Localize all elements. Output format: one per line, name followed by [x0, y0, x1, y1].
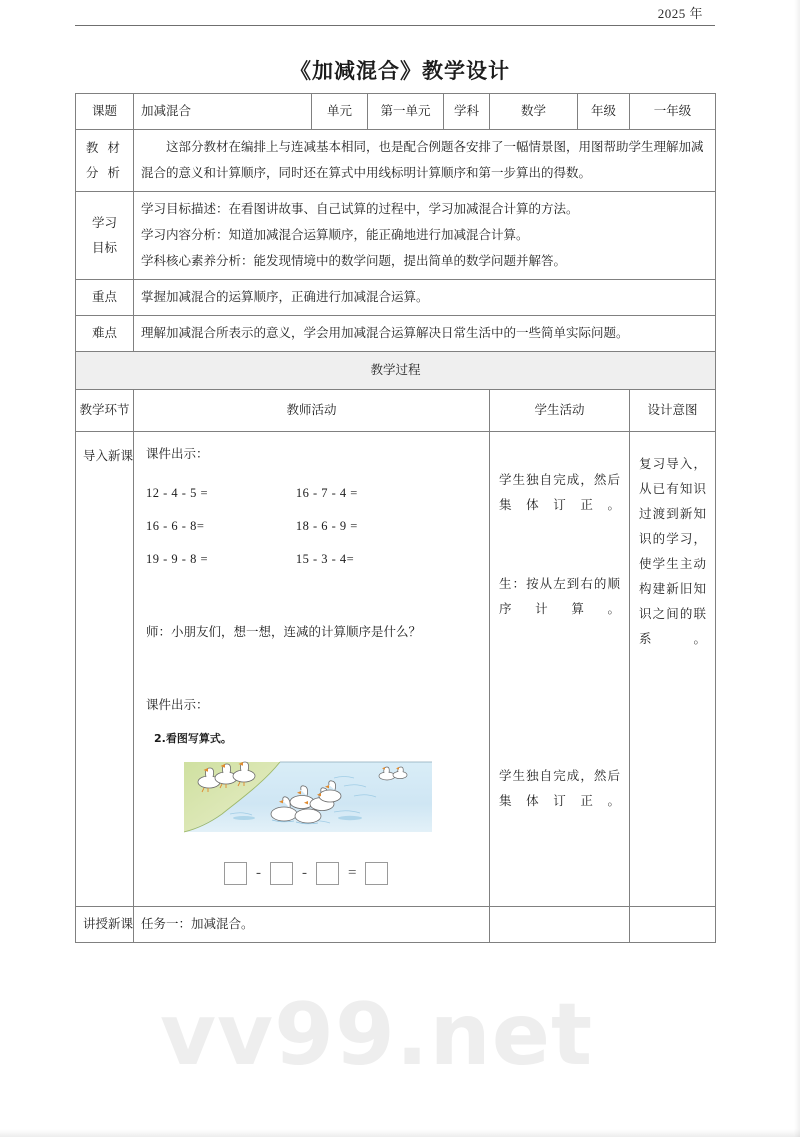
answer-box[interactable] [316, 862, 339, 885]
sub-prompt-text: 2.看图写算式。 [154, 732, 232, 746]
subject-value: 数学 [490, 94, 578, 130]
material-analysis-text-cell [134, 130, 716, 192]
unit-label: 单元 [312, 94, 368, 130]
cue-text-1: 课件出示： [146, 447, 209, 462]
learning-goals-label-line1: 学习 [91, 215, 117, 230]
subject-label: 学科 [444, 94, 490, 130]
cue-text-2: 课件出示： [146, 698, 209, 713]
col-header-student: 学生活动 [490, 390, 630, 432]
answer-box[interactable] [224, 862, 247, 885]
page-edge-shadow-bottom [0, 1129, 800, 1137]
table-row-difficult-point [76, 316, 716, 352]
expression-left: 16 - 6 - 8= [146, 519, 205, 534]
difficult-point-text: 理解加减混合所表示的意义，学会用加减混合运算解决日常生活中的一些简单实际问题。 [134, 316, 716, 352]
table-row-process-headers [76, 390, 716, 432]
table-row-process-title [76, 352, 716, 390]
student-activity-text: 学生独自完成，然后集体订正。 [499, 769, 620, 809]
geese-scene-illustration [184, 756, 432, 836]
header-rule [75, 25, 715, 26]
key-point-text: 掌握加减混合的运算顺序，正确进行加减混合运算。 [134, 280, 716, 316]
material-analysis-label-line1: 教 材 [85, 140, 124, 155]
teacher-activity-import [134, 432, 490, 907]
page-title: 《加减混合》教学设计 [290, 59, 510, 83]
spacer [146, 576, 479, 620]
learning-goal-line: 学习内容分析：知道加减混合运算顺序，能正确地进行加减混合计算。 [141, 227, 529, 242]
minus-operator: - [302, 865, 307, 882]
expression-left: 12 - 4 - 5 = [146, 486, 208, 501]
teacher-activity-teach: 任务一：加减混合。 [134, 907, 490, 943]
page-header [75, 0, 715, 26]
lesson-plan-table [75, 93, 716, 943]
key-point-label: 重点 [76, 280, 134, 316]
student-activity-teach [490, 907, 630, 943]
equals-operator: = [348, 865, 357, 882]
teacher-question: 师：小朋友们，想一想，连减的计算顺序是什么？ [146, 625, 422, 640]
design-intent-text: 复习导入，从已有知识过渡到新知识的学习，使学生主动构建新旧知识之间的联系。 [639, 457, 706, 647]
topic-label: 课题 [76, 94, 134, 130]
learning-goals-text-cell [134, 192, 716, 280]
grade-value: 一年级 [630, 94, 716, 130]
answer-box[interactable] [365, 862, 388, 885]
col-header-stage: 教学环节 [76, 390, 134, 432]
spacer [499, 622, 620, 666]
answer-box[interactable] [270, 862, 293, 885]
topic-value: 加减混合 [134, 94, 312, 130]
blank-equation-row [224, 858, 479, 888]
expression-right: 18 - 6 - 9 = [295, 519, 358, 534]
table-row-learning-goals [76, 192, 716, 280]
spacer [499, 562, 620, 572]
student-activity-text: 学生独自完成，然后集体订正。 [499, 473, 620, 513]
material-analysis-label [76, 130, 134, 192]
spacer [146, 649, 479, 693]
geese-scene-svg [184, 756, 432, 836]
expression-row [146, 510, 479, 543]
spacer [639, 442, 706, 452]
stage-label-teach: 讲授新课 [76, 907, 134, 943]
col-header-teacher: 教师活动 [134, 390, 490, 432]
table-row-process-teach [76, 907, 716, 943]
student-activity-text: 生：按从左到右的顺序计算。 [499, 577, 620, 617]
table-row-material-analysis [76, 130, 716, 192]
page-edge-shadow-right [794, 0, 800, 1137]
table-row-info [76, 94, 716, 130]
spacer [499, 442, 620, 468]
header-year-text: 2025 年 [657, 6, 703, 21]
learning-goals-label-line2: 目标 [91, 240, 117, 255]
minus-operator: - [256, 865, 261, 882]
spacer [499, 710, 620, 754]
expression-right: 16 - 7 - 4 = [295, 486, 358, 501]
expression-left: 19 - 9 - 8 = [146, 552, 208, 567]
expression-right: 15 - 3 - 4= [295, 552, 355, 567]
spacer [499, 518, 620, 562]
grade-label: 年级 [578, 94, 630, 130]
unit-value: 第一单元 [368, 94, 444, 130]
process-section-title: 教学过程 [76, 352, 716, 390]
design-intent-teach [630, 907, 716, 943]
learning-goals-label [76, 192, 134, 280]
design-intent-import [630, 432, 716, 907]
learning-goal-line: 学科核心素养分析：能发现情境中的数学问题，提出简单的数学问题并解答。 [141, 253, 567, 268]
watermark-text: vv99.net [160, 985, 594, 1085]
spacer [499, 666, 620, 710]
expression-row [146, 477, 479, 510]
table-row-process-import [76, 432, 716, 907]
stage-label-import: 导入新课 [76, 432, 134, 907]
spacer [499, 754, 620, 764]
student-activity-import [490, 432, 630, 907]
learning-goal-line: 学习目标描述：在看图讲故事、自己试算的过程中，学习加减混合计算的方法。 [141, 202, 579, 217]
col-header-intent: 设计意图 [630, 390, 716, 432]
expression-grid [146, 477, 479, 576]
table-row-key-point [76, 280, 716, 316]
difficult-point-label: 难点 [76, 316, 134, 352]
expression-row [146, 543, 479, 576]
material-analysis-label-line2: 分 析 [85, 165, 124, 180]
material-analysis-text: 这部分教材在编排上与连减基本相同，也是配合例题各安排了一幅情景图，用图帮助学生理解加减混合的意义和计算顺序，同时还在算式中用线标明计算顺序和第一步算出的得数。 [141, 140, 704, 180]
